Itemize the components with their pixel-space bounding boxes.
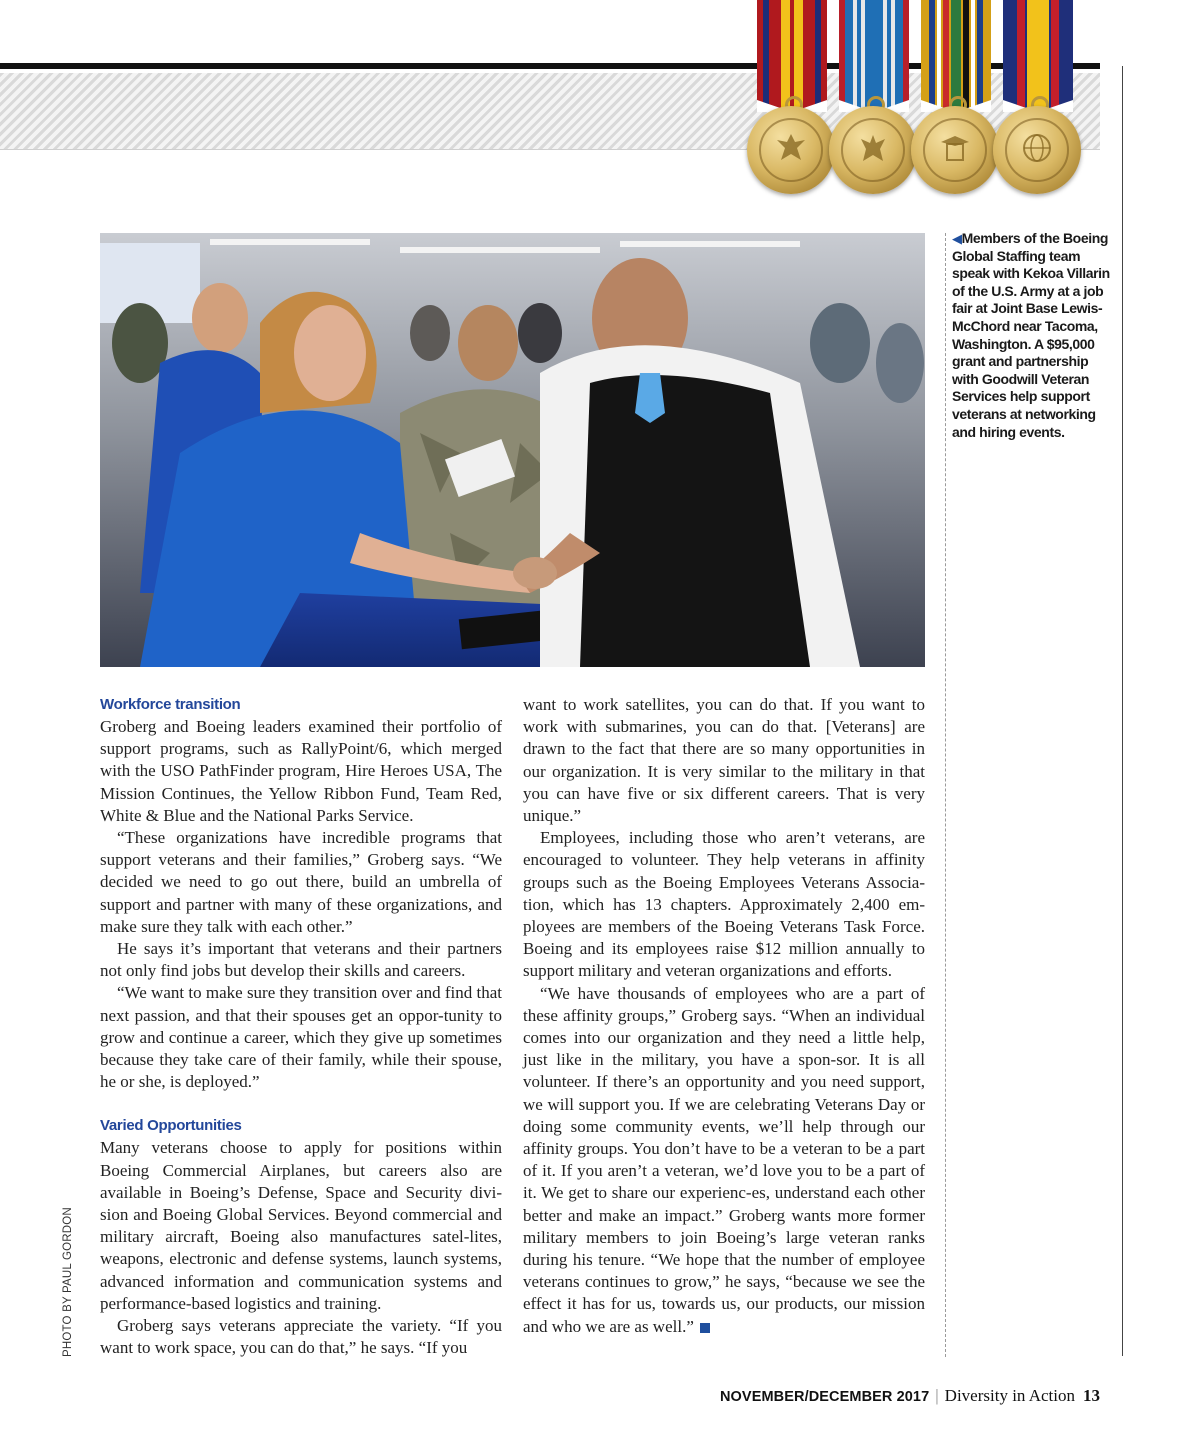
subhead-workforce-transition: Workforce transition (100, 696, 241, 713)
globe-icon (1019, 130, 1055, 166)
end-of-article-mark (700, 1323, 710, 1333)
page-right-rule (1122, 66, 1123, 1356)
paragraph: He says it’s important that veterans and their partners not only find jobs but develop their skills and careers. (100, 939, 502, 981)
eagle-icon (855, 130, 891, 166)
paragraph: “We have thousands of employees who are a part of these affinity groups,” Groberg says. “When an individual comes into our organization and they need a little help, just like in the military, you have a spon-sor. It is all volunteer. If there’s an opportunity and you need support, we will support you. If we are celebrating Veterans Day or doing some community events, we’ll help through our affinity groups. You don’t have to be a veteran to be a part of it. If you aren’t a veteran, we’d love you to be a part of it. We get to share our experienc-es, understand each other better and make an impact.” Groberg wants more former military members to join Boeing’s large veteran ranks during his tenure. “We hope that the number of employee veterans continues to grow,” he says, “because we see the effect it has for us, towards us, our products, our mission and who we are as well.” (523, 983, 925, 1336)
medal-global-war-on-terror-expeditionary (909, 0, 1003, 200)
issue-date: NOVEMBER/DECEMBER 2017 (719, 1389, 930, 1405)
medal-disc (911, 106, 999, 194)
paragraph: Groberg says veterans appreciate the variety. “If you want to work space, you can do that,” he says. “If you (100, 1316, 502, 1358)
paragraph: Many veterans choose to apply for positions within Boeing Commercial Airplanes, but careers also are available in Boeing’s Defense, Space and Security divi-sion and Boeing Global Services. Beyond commercial and military aircraft, Boeing also manufactures satel-lites, weapons, electronic and defense systems, launch systems, advanced information and communication systems and performance-based logistics and training. (100, 1138, 502, 1313)
photo-credit: PHOTO BY PAUL GORDON (62, 1207, 74, 1357)
medal-army-good-conduct (827, 0, 921, 200)
paragraph: “We want to make sure they transition over and find that next passion, and that their spouses get an oppor-tunity to grow and continue a career, which they give up sometimes because they take care of their family, while their spouse, he or she, is deployed.” (100, 983, 502, 1092)
article-column-left (100, 694, 502, 1359)
caption-divider (945, 233, 946, 1357)
job-fair-photo (100, 233, 925, 667)
page-footer (720, 1386, 1100, 1406)
subhead-varied-opportunities: Varied Opportunities (100, 1117, 242, 1135)
caption-arrow-icon: ◀ (952, 231, 962, 246)
article-column-right (523, 694, 925, 1338)
paragraph: want to work satellites, you can do that. If you want to work with submarines, you can do that. [Veterans] are drawn to the fact that there are so many opportunities in our organization. It is very similar to the military in that you can have five or six different careers. That is very unique.” (523, 695, 925, 826)
eagle-icon (773, 130, 809, 166)
magazine-name: Diversity in Action (944, 1386, 1075, 1405)
handshake-photo-illustration (100, 233, 925, 667)
military-medals (745, 0, 1085, 205)
page-number: 13 (1083, 1386, 1100, 1405)
paragraph: Groberg and Boeing leaders examined their portfolio of support programs, such as RallyPoint/6, which merged with the USO PathFinder program, Hire Heroes USA, The Mission Continues, the Yellow Ribbon Fund, Team Red, White & Blue and the National Parks Service. (100, 717, 502, 825)
medal-national-defense (745, 0, 839, 200)
footer-separator: | (935, 1386, 939, 1405)
medal-disc (829, 106, 917, 194)
medal-disc (747, 106, 835, 194)
medal-disc (993, 106, 1081, 194)
medal-gwot-service (991, 0, 1085, 200)
eagle-icon (937, 130, 973, 166)
photo-caption (952, 230, 1117, 441)
paragraph: Employees, including those who aren’t veterans, are encouraged to volunteer. They help veterans in affinity groups such as the Boeing Employees Veterans Associa-tion, which has 13 chapters. Approximately 2,400 em-ployees are members of the Boeing Veterans Task Force. Boeing and its employees raise $12 million annually to support military and veteran organizations and efforts. (523, 828, 925, 981)
paragraph: “These organizations have incredible programs that support veterans and their families,” Groberg says. “We decided we need to go out there, build an umbrella of support and partner with many of these organizations, and make sure they talk with each other.” (100, 828, 502, 936)
caption-text: Members of the Boeing Global Staffing team speak with Kekoa Villarin of the U.S. Army at a job fair at Joint Base Lewis-McChord near Tacoma, Washington. A $95,000 grant and partnership with Goodwill Veteran Services help support veterans at networking and hiring events. (952, 230, 1110, 440)
